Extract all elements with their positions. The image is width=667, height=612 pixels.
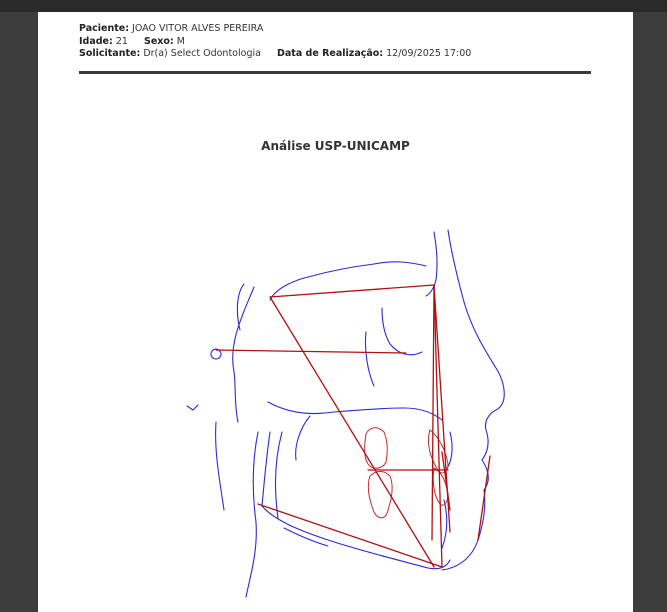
date-label: Data de Realização:	[277, 48, 384, 59]
analysis-title: Análise USP-UNICAMP	[261, 139, 410, 153]
mandible-ramus	[262, 432, 270, 506]
sex-value: M	[176, 35, 185, 47]
sella-outline	[237, 284, 244, 330]
analysis-lines	[216, 285, 490, 567]
sex-label: Sexo:	[143, 35, 174, 47]
lower-lip	[442, 500, 447, 548]
patient-label: Paciente:	[79, 23, 129, 34]
airway-outline	[275, 432, 282, 518]
date-value: 12/09/2025 17:00	[386, 48, 472, 59]
s-gnathion-line	[270, 297, 434, 567]
patient-name: JOAO VITOR ALVES PEREIRA	[132, 23, 264, 34]
facial-plane	[432, 285, 434, 540]
frankfort-line	[216, 350, 406, 353]
viewer-toolbar	[0, 0, 667, 12]
requester-value: Dr(a) Select Odontologia	[143, 48, 261, 59]
upper-molar	[365, 428, 388, 469]
maxilla-outline	[268, 402, 442, 420]
upper-lip	[446, 432, 452, 470]
orbit-inner	[365, 332, 374, 386]
anatomical-outline	[187, 230, 504, 597]
age-label: Idade:	[79, 35, 113, 47]
sn-line	[270, 285, 434, 297]
age-value: 21	[115, 35, 128, 47]
soft-tissue-profile	[442, 230, 504, 570]
orbit-outline	[382, 308, 422, 355]
requester-label: Solicitante:	[79, 48, 141, 59]
hyoid-outline	[284, 528, 328, 546]
cervical-outline	[216, 422, 224, 510]
cranial-base-outline	[270, 262, 426, 300]
nasion-perpendicular	[434, 285, 442, 567]
pharynx-outline	[246, 432, 258, 597]
palate-outline	[296, 416, 310, 460]
posterior-skull-outline	[233, 287, 254, 422]
forehead-outline	[426, 232, 437, 296]
cephalometric-tracing	[38, 12, 633, 602]
document-page	[38, 12, 633, 612]
e-line	[478, 456, 490, 540]
ear-rod-tick	[187, 405, 198, 410]
